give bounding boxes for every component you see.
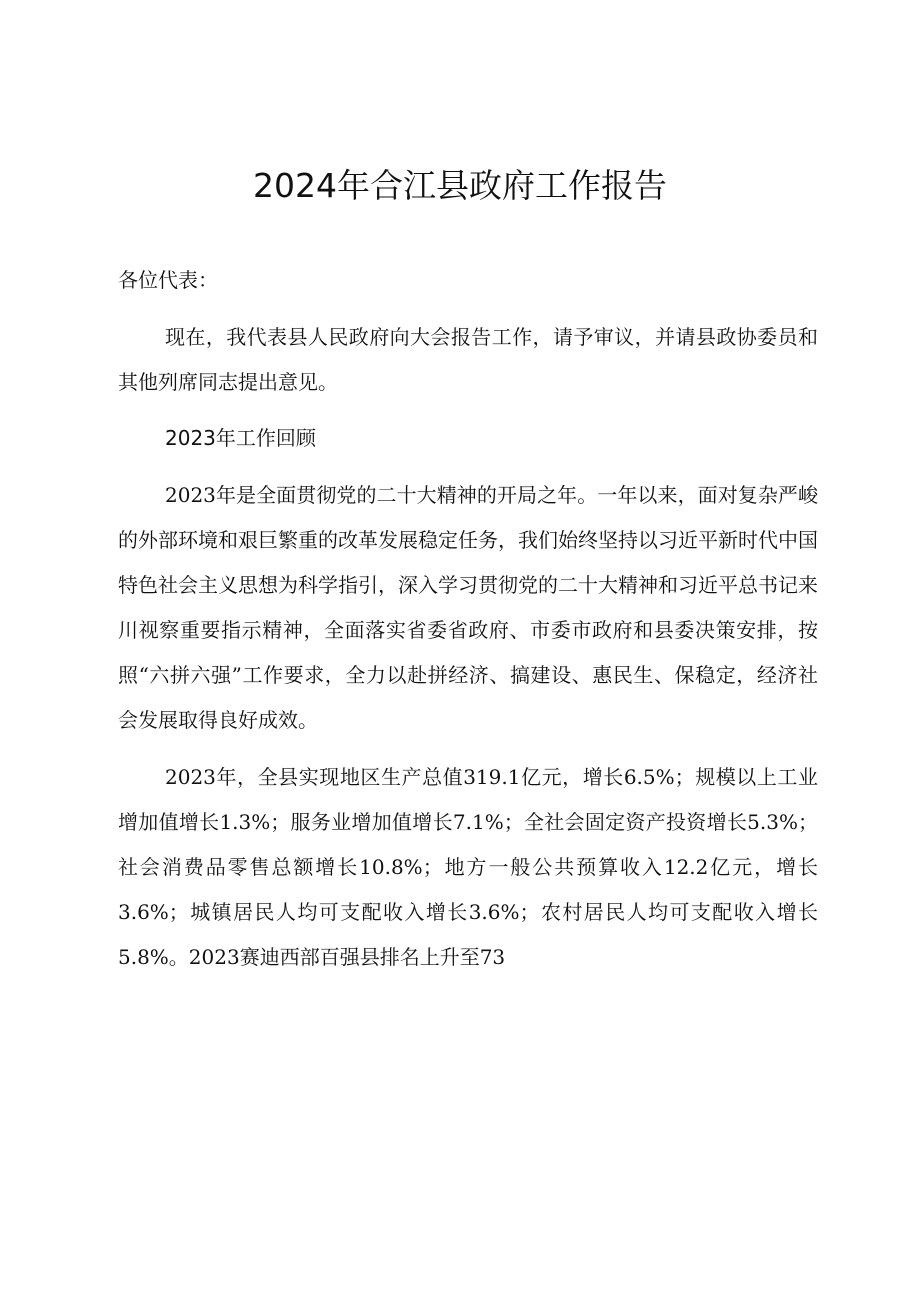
review-paragraph-1: 2023年是全面贯彻党的二十大精神的开局之年。一年以来，面对复杂严峻的外部环境和艰巨繁重的改革发展稳定任务，我们始终坚持以习近平新时代中国特色社会主义思想为科学指引，深入学习贯彻党的二十大精神和习近平总书记来川视察重要指示精神，全面落实省委省政府、市委市政府和县委决策安排，按照“六拼六强”工作要求，全力以赴拼经济、搞建设、惠民生、保稳定，经济社会发展取得良好成效。 <box>118 483 818 732</box>
intro-paragraph: 现在，我代表县人民政府向大会报告工作，请予审议，并请县政协委员和其他列席同志提出意见。 <box>118 325 818 394</box>
document-title: 2024年合江县政府工作报告 <box>253 166 667 205</box>
review-paragraph-2: 2023年，全县实现地区生产总值319.1亿元，增长6.5%；规模以上工业增加值增长1.3%；服务业增加值增长7.1%；全社会固定资产投资增长5.3%；社会消费品零售总额增长10.8%；地方一般公共预算收入12.2亿元，增长3.6%；城镇居民人均可支配收入增长3.6%；农村居民人均可支配收入增长5.8%。2023赛迪西部百强县排名上升至73 <box>118 765 818 969</box>
salutation: 各位代表： <box>118 268 218 292</box>
document-body <box>118 258 818 980</box>
section-heading: 2023年工作回顾 <box>165 426 316 450</box>
